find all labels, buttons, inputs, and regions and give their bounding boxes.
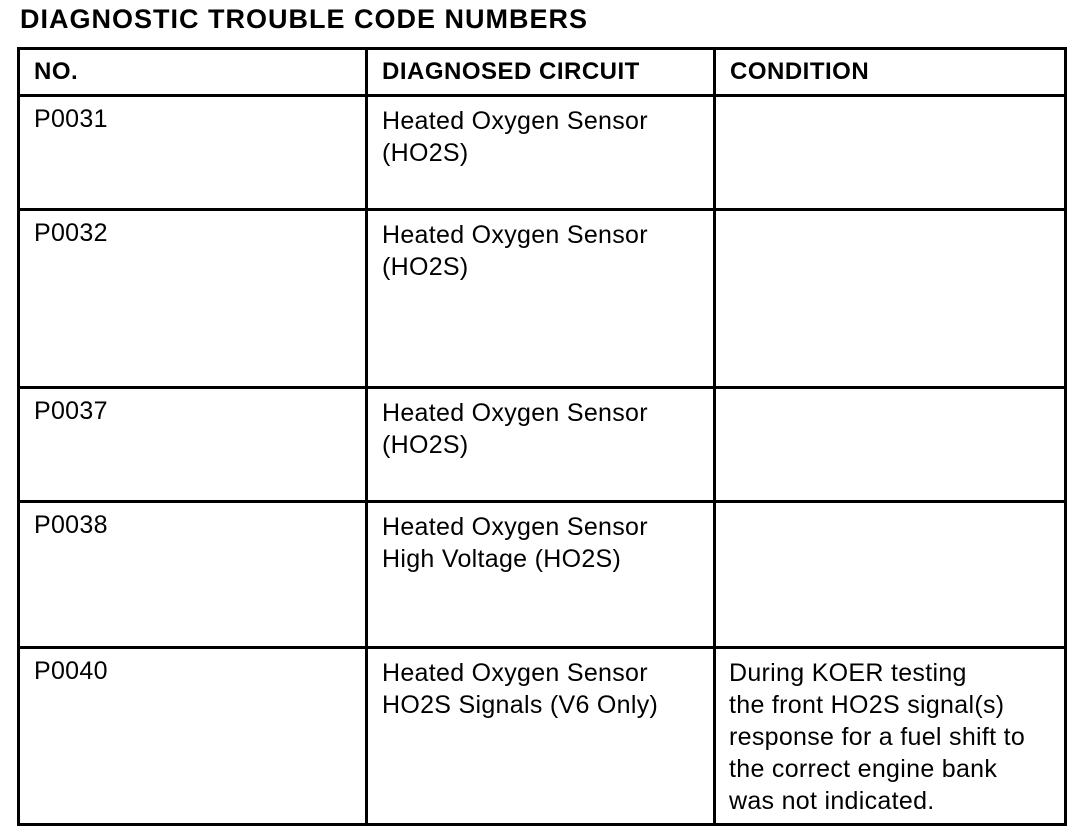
circuit-line: Heated Oxygen Sensor xyxy=(382,513,648,541)
table-header-row xyxy=(19,49,1066,96)
table-row xyxy=(19,96,1066,210)
code-cell: P0032 xyxy=(19,210,367,388)
table-row xyxy=(19,388,1066,502)
condition-line: the correct engine bank xyxy=(729,755,998,783)
condition-line: response for a fuel shift to xyxy=(729,723,1026,751)
circuit-line: High Voltage (HO2S) xyxy=(382,545,622,573)
header-no: NO. xyxy=(19,49,367,96)
condition-cell xyxy=(715,210,1066,388)
table-row xyxy=(19,502,1066,648)
table-row xyxy=(19,210,1066,388)
code-cell: P0037 xyxy=(19,388,367,502)
circuit-cell xyxy=(367,96,715,210)
condition-cell xyxy=(715,388,1066,502)
condition-line: During KOER testing xyxy=(729,659,967,687)
circuit-cell xyxy=(367,388,715,502)
circuit-line: Heated Oxygen Sensor xyxy=(382,399,648,427)
circuit-line: Heated Oxygen Sensor xyxy=(382,107,648,135)
code-cell: P0040 xyxy=(19,648,367,825)
condition-line: the front HO2S signal(s) xyxy=(729,691,1005,719)
code-cell: P0038 xyxy=(19,502,367,648)
circuit-cell xyxy=(367,648,715,825)
dtc-table xyxy=(17,47,1067,826)
circuit-cell xyxy=(367,502,715,648)
code-cell: P0031 xyxy=(19,96,367,210)
circuit-line: Heated Oxygen Sensor xyxy=(382,221,648,249)
condition-line: was not indicated. xyxy=(729,787,935,815)
page-title: DIAGNOSTIC TROUBLE CODE NUMBERS xyxy=(20,4,589,34)
circuit-line: Heated Oxygen Sensor xyxy=(382,659,648,687)
circuit-line: HO2S Signals (V6 Only) xyxy=(382,691,659,719)
circuit-line: (HO2S) xyxy=(382,139,469,167)
condition-cell xyxy=(715,648,1066,825)
table-row xyxy=(19,648,1066,825)
condition-cell xyxy=(715,96,1066,210)
header-diagnosed-circuit: DIAGNOSED CIRCUIT xyxy=(367,49,715,96)
circuit-cell xyxy=(367,210,715,388)
header-condition: CONDITION xyxy=(715,49,1066,96)
circuit-line: (HO2S) xyxy=(382,431,469,459)
condition-cell xyxy=(715,502,1066,648)
circuit-line: (HO2S) xyxy=(382,253,469,281)
